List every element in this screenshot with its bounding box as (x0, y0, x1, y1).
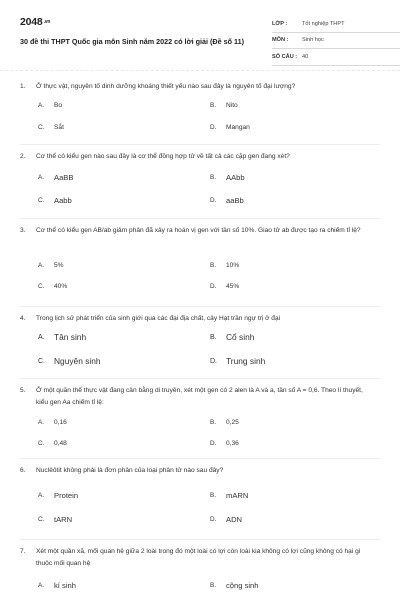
option-d[interactable] (210, 283, 239, 290)
option-letter: B. (210, 582, 217, 589)
question-text: Ở một quần thể thực vật đang cân bằng di truyền, xét một gen có 2 alen là A và a, tần số A = 0,6. Theo lí thuyết, kiểu gen Aa chiếm tỉ lệ: (36, 387, 363, 406)
option-b[interactable] (210, 491, 248, 500)
option-d[interactable] (210, 515, 242, 524)
option-letter: C. (38, 283, 45, 290)
logo-main: 2048 (20, 16, 43, 28)
option-text: tARN (54, 515, 73, 524)
option-letter: B. (210, 333, 217, 341)
option-letter: C. (38, 440, 45, 447)
option-letter: B. (210, 262, 217, 269)
option-text: cộng sinh (226, 581, 259, 590)
option-d[interactable] (210, 440, 239, 447)
option-a[interactable] (38, 102, 62, 109)
question-item (20, 219, 380, 307)
option-letter: C. (38, 516, 45, 523)
option-a[interactable] (38, 332, 86, 342)
option-c[interactable] (38, 515, 72, 524)
option-text: Sắt (54, 124, 64, 131)
option-letter: C. (38, 357, 45, 365)
info-label: SỐ CÂU : (272, 53, 298, 60)
info-row-count (272, 49, 400, 66)
option-letter: B. (210, 174, 217, 181)
question-item (20, 540, 380, 600)
option-text: mARN (226, 491, 249, 500)
option-letter: D. (210, 357, 217, 365)
option-text: Trung sinh (226, 356, 266, 366)
option-text: Cổ sinh (226, 332, 255, 342)
info-value: Sinh học (302, 37, 324, 44)
info-row-class (272, 16, 400, 33)
option-letter: A. (38, 492, 45, 499)
option-text: AaBB (54, 173, 74, 182)
question-number: 4. (20, 315, 26, 322)
option-letter: D. (210, 516, 217, 523)
question-number: 2. (20, 153, 26, 160)
option-letter: C. (38, 197, 45, 204)
option-d[interactable] (210, 356, 265, 366)
info-label: LỚP : (272, 20, 288, 27)
option-letter: D. (210, 124, 217, 131)
option-b[interactable] (210, 102, 238, 109)
question-item (20, 307, 380, 379)
question-number: 6. (20, 467, 26, 474)
option-d[interactable] (210, 196, 244, 205)
option-a[interactable] (38, 173, 73, 182)
option-d[interactable] (210, 124, 250, 131)
logo-sub: .vn (43, 19, 51, 26)
question-text: Ở thực vật, nguyên tố dinh dưỡng khoáng thiết yếu nào sau đây là nguyên tố đại lượng? (36, 83, 296, 90)
page-header (20, 10, 386, 78)
option-b[interactable] (210, 581, 259, 590)
option-letter: A. (38, 174, 45, 181)
option-c[interactable] (38, 283, 67, 290)
option-letter: B. (210, 102, 217, 109)
option-text: Nito (226, 102, 238, 109)
option-letter: A. (38, 333, 45, 341)
info-value: 40 (302, 53, 309, 60)
question-item (20, 75, 380, 145)
option-c[interactable] (38, 196, 72, 205)
option-letter: A. (38, 262, 45, 269)
info-label: MÔN : (272, 37, 289, 44)
question-item (20, 379, 380, 459)
option-c[interactable] (38, 124, 64, 131)
option-text: 0,36 (226, 440, 239, 447)
option-letter: C. (38, 124, 45, 131)
option-a[interactable] (38, 262, 64, 269)
option-letter: D. (210, 197, 217, 204)
option-letter: B. (210, 419, 217, 426)
option-text: kí sinh (54, 581, 76, 590)
option-a[interactable] (38, 419, 67, 426)
question-number: 1. (20, 83, 26, 90)
option-text: Tân sinh (54, 332, 87, 342)
question-number: 5. (20, 387, 26, 394)
question-text: Nuclêôtit không phải là đơn phân của loại phân tử nào sau đây? (36, 467, 224, 474)
option-c[interactable] (38, 440, 67, 447)
option-b[interactable] (210, 262, 239, 269)
question-number: 3. (20, 227, 26, 234)
option-text: Nguyên sinh (54, 356, 101, 366)
question-list (20, 75, 380, 600)
question-text: Xét một quần xã, mối quan hệ giữa 2 loài trong đó một loài có lợi còn loài kia không có lợi cũng không có hại gì thuộc mối quan hệ (36, 548, 361, 567)
option-text: Protein (54, 491, 79, 500)
option-text: Bo (54, 102, 63, 109)
option-letter: D. (210, 283, 217, 290)
option-b[interactable] (210, 332, 254, 342)
option-b[interactable] (210, 419, 239, 426)
option-text: Aabb (54, 196, 72, 205)
site-logo[interactable] (20, 16, 50, 28)
option-text: 0,48 (54, 440, 67, 447)
question-item (20, 145, 380, 219)
option-letter: A. (38, 582, 45, 589)
question-text: Cơ thể có kiểu gen nào sau đây là cơ thể đồng hợp tử về tất cả các cặp gen đang xét? (36, 153, 290, 160)
option-a[interactable] (38, 491, 78, 500)
question-text: Cơ thể có kiểu gen AB/ab giảm phân đã xảy ra hoán vị gen với tần số 10%. Giao tử ab được tạo ra chiếm tỉ lệ? (36, 227, 361, 234)
question-number: 7. (20, 548, 26, 555)
option-text: 5% (54, 262, 64, 269)
option-text: AAbb (226, 173, 245, 182)
option-text: 0,16 (54, 419, 67, 426)
info-value: Tốt nghiệp THPT (302, 20, 345, 27)
option-text: 10% (226, 262, 240, 269)
info-row-subject (272, 33, 400, 50)
option-a[interactable] (38, 581, 76, 590)
option-text: Mangan (226, 124, 250, 131)
question-text: Trong lịch sử phát triển của sinh giới qua các đại địa chất, cây Hạt trần ngự trị ở đại (36, 315, 281, 322)
option-letter: D. (210, 440, 217, 447)
question-item (20, 459, 380, 540)
option-letter: A. (38, 419, 45, 426)
option-c[interactable] (38, 356, 101, 366)
document-title: 30 đề thi THPT Quốc gia môn Sinh năm 2022 có lời giải (Đề số 11) (20, 37, 244, 46)
option-letter: A. (38, 102, 45, 109)
option-text: 40% (54, 283, 68, 290)
option-b[interactable] (210, 173, 245, 182)
option-text: 0,25 (226, 419, 239, 426)
option-text: aaBb (226, 196, 244, 205)
option-text: ADN (226, 515, 243, 524)
option-letter: B. (210, 492, 217, 499)
info-table (272, 16, 400, 66)
header-divider (0, 70, 400, 71)
option-text: 45% (226, 283, 240, 290)
